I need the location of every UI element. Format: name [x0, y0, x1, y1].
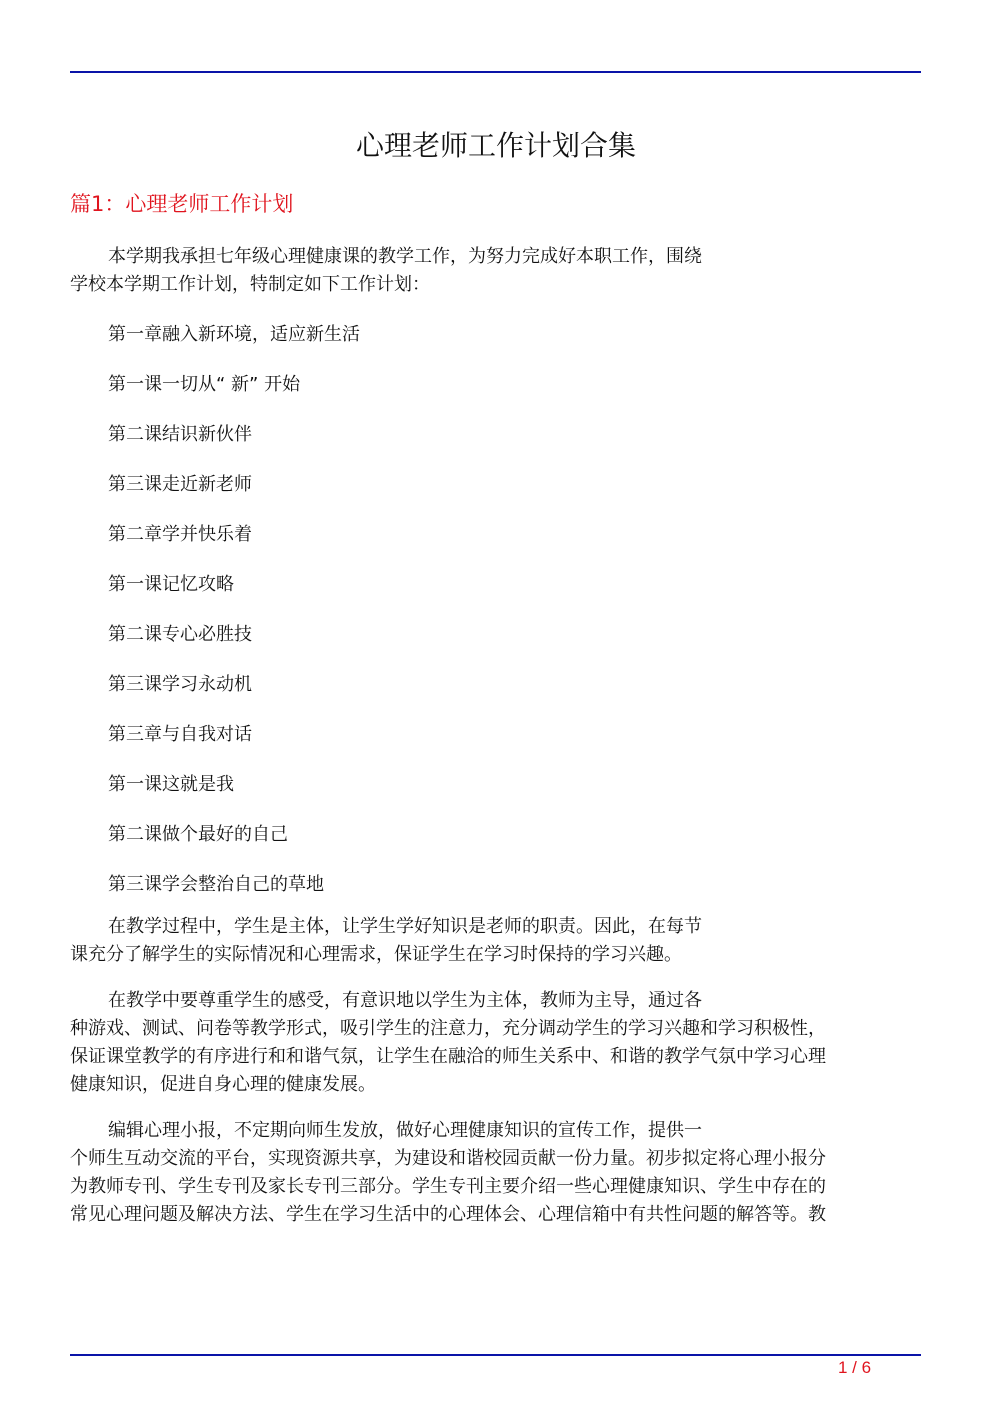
outline-lesson: 第三课学会整治自己的草地	[108, 874, 324, 895]
page-number: 1 / 6	[838, 1358, 872, 1377]
text-line: 编辑心理小报，不定期向师生发放，做好心理健康知识的宣传工作，提供一	[108, 1120, 702, 1141]
header-rule	[70, 71, 921, 73]
body-paragraph-1	[70, 913, 915, 969]
body-paragraph-2	[70, 987, 915, 1099]
footer-rule	[70, 1354, 921, 1356]
text-line: 本学期我承担七年级心理健康课的教学工作，为努力完成好本职工作，围绕	[108, 246, 702, 267]
outline-chapter-2: 第二章学并快乐着	[108, 524, 252, 545]
text-line: 常见心理问题及解决方法、学生在学习生活中的心理体会、心理信箱中有共性问题的解答等。教	[70, 1204, 826, 1225]
outline-chapter-3: 第三章与自我对话	[108, 724, 252, 745]
text-line: 学校本学期工作计划，特制定如下工作计划：	[70, 274, 430, 295]
outline-chapter-1: 第一章融入新环境，适应新生活	[108, 324, 360, 345]
outline-lesson: 第三课走近新老师	[108, 474, 252, 495]
text-line: 健康知识，促进自身心理的健康发展。	[70, 1074, 376, 1095]
document-title: 心理老师工作计划合集	[355, 129, 636, 162]
outline-lesson: 第一课记忆攻略	[108, 574, 234, 595]
body-paragraph-3	[70, 1117, 915, 1229]
text-line: 课充分了解学生的实际情况和心理需求，保证学生在学习时保持的学习兴趣。	[70, 944, 682, 965]
section-heading: 篇1：心理老师工作计划	[70, 192, 294, 216]
document-body	[70, 243, 915, 1251]
intro-paragraph	[70, 243, 915, 299]
outline-lesson: 第二课做个最好的自己	[108, 824, 288, 845]
outline-lesson: 第一课一切从“ 新” 开始	[108, 374, 301, 395]
outline-lesson: 第二课专心必胜技	[108, 624, 252, 645]
text-line: 个师生互动交流的平台，实现资源共享，为建设和谐校园贡献一份力量。初步拟定将心理小报分	[70, 1148, 826, 1169]
outline-lesson: 第一课这就是我	[108, 774, 234, 795]
outline-lesson: 第三课学习永动机	[108, 674, 252, 695]
text-line: 在教学过程中，学生是主体，让学生学好知识是老师的职责。因此，在每节	[108, 916, 702, 937]
outline-lesson: 第二课结识新伙伴	[108, 424, 252, 445]
text-line: 种游戏、测试、问卷等教学形式，吸引学生的注意力，充分调动学生的学习兴趣和学习积极性，	[70, 1018, 826, 1039]
text-line: 在教学中要尊重学生的感受，有意识地以学生为主体，教师为主导，通过各	[108, 990, 702, 1011]
text-line: 保证课堂教学的有序进行和和谐气氛，让学生在融洽的师生关系中、和谐的教学气氛中学习心理	[70, 1046, 826, 1067]
text-line: 为教师专刊、学生专刊及家长专刊三部分。学生专刊主要介绍一些心理健康知识、学生中存在的	[70, 1176, 826, 1197]
